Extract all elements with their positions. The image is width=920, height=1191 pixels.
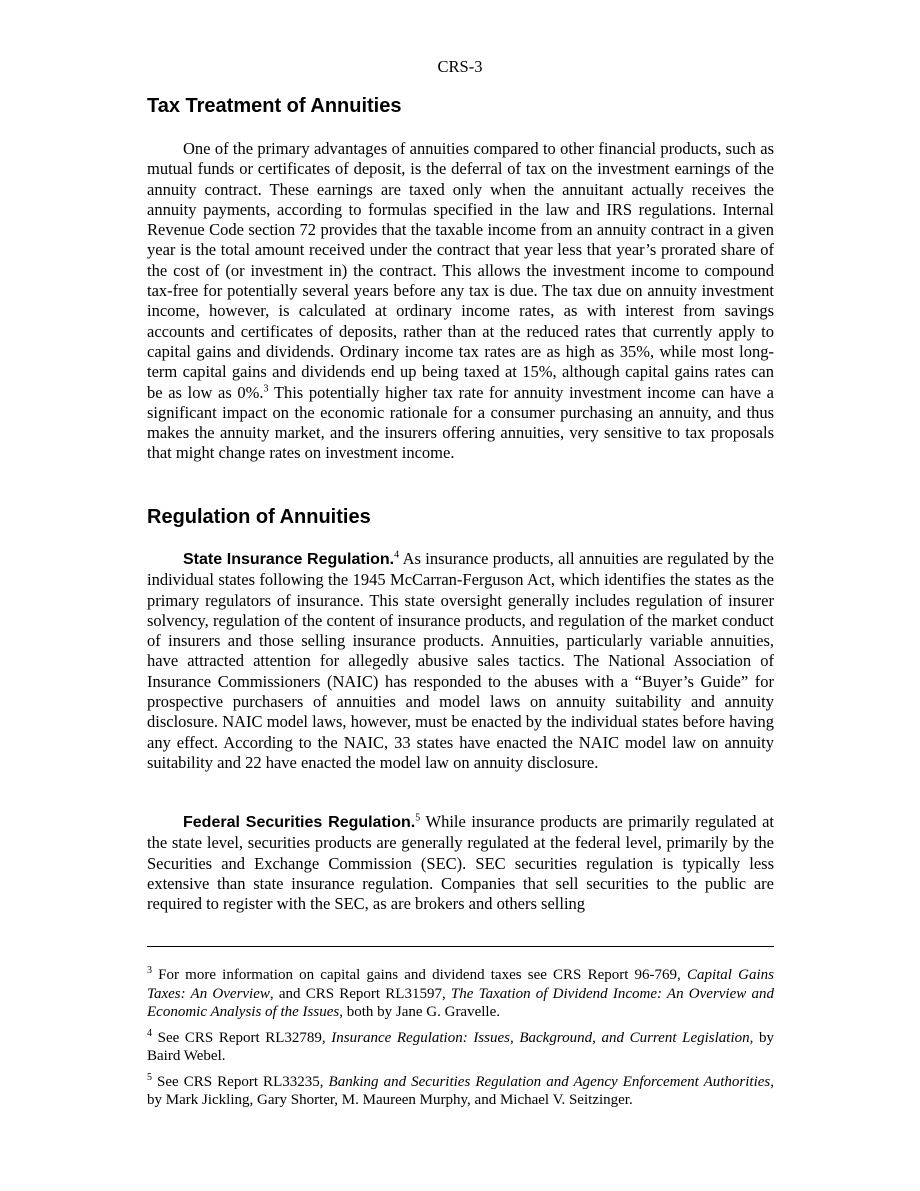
footnotes: [147, 966, 774, 1117]
footnote-ref-3[interactable]: 3: [263, 383, 269, 395]
paragraph-text-continued: This potentially higher tax rate for annuity investment income can have a significant impact on the economic rationale for a consumer purchasing an annuity, and thus makes the annuity market, and the insurers offering annuities, very sensitive to tax proposals that might change rates on investment income.: [147, 382, 774, 463]
footnote-5: [147, 1073, 774, 1110]
footnote-citation-title: Capital Gains Taxes: An Overview: [147, 967, 774, 1002]
state-regulation-paragraph: [147, 549, 774, 773]
footnote-text: , by Mark Jickling, Gary Shorter, M. Maureen Murphy, and Michael V. Seitzinger.: [147, 1073, 774, 1108]
footnote-citation-title: The Taxation of Dividend Income: An Overview and Economic Analysis of the Issues: [147, 985, 774, 1020]
page-number: CRS-3: [437, 57, 483, 76]
footnote-number: 5: [147, 1071, 152, 1083]
paragraph-text: One of the primary advantages of annuities compared to other financial products, such as mutual funds or certificates of deposit, is the deferral of tax on the investment earnings of the annuity contract. These earnings are taxed only when the annuitant actually receives the annuity payments, according to formulas specified in the law and IRS regulations. Internal Revenue Code section 72 provides that the taxable income from an annuity contract in a given year is the total amount received under the contract that year less that year’s prorated share of the cost of (or investment in) the contract. This allows the investment income to compound tax-free for potentially several years before any tax is due. The tax due on annuity investment income, however, is calculated at ordinary income rates, as with interest from savings accounts and certificates of deposits, rather than at the reduced rates that currently apply to capital gains and dividends. Ordinary income tax rates are as high as 35%, while most long-term capital gains and dividends end up being taxed at 15%, although capital gains rates can be as low as 0%.: [147, 139, 774, 402]
footnote-text: , and CRS Report RL31597,: [269, 985, 451, 1002]
federal-regulation-paragraph: [147, 812, 774, 914]
footnote-4: [147, 1029, 774, 1066]
footnote-citation-title: Insurance Regulation: Issues, Background, and Current Legislation: [331, 1029, 750, 1046]
section-heading-regulation: Regulation of Annuities: [147, 506, 371, 528]
footnote-divider: [147, 946, 774, 947]
paragraph-text: As insurance products, all annuities are regulated by the individual states following the 1945 McCarran-Ferguson Act, which identifies the states as the primary regulators of insurance. This state oversight generally includes regulation of insurer solvency, regulation of the content of insurance products, and regulation of the market conduct of insurers and those selling insurance products. Annuities, particularly variable annuities, have attracted attention for allegedly abusive sales tactics. The National Association of Insurance Commissioners (NAIC) has responded to the abuses with a “Buyer’s Guide” for prospective purchasers of annuities and model laws on annuity suitability and annuity disclosure. NAIC model laws, however, must be enacted by the individual states before having any effect. According to the NAIC, 33 states have enacted the NAIC model law on annuity suitability and 22 have enacted the model law on annuity disclosure.: [147, 549, 774, 772]
footnote-text: See CRS Report RL32789,: [152, 1029, 332, 1046]
subheading-state-insurance-regulation: State Insurance Regulation.: [183, 551, 395, 568]
paragraph-text: While insurance products are primarily regulated at the state level, securities products are generally regulated at the federal level, primarily by the Securities and Exchange Commission (SEC). SEC securities regulation is typically less extensive than state insurance regulation. Companies that sell securities to the public are required to register with the SEC, as are brokers and others selling: [147, 812, 774, 914]
footnote-text: , by Baird Webel.: [147, 1029, 774, 1064]
subheading-federal-securities-regulation: Federal Securities Regulation.: [183, 814, 416, 831]
footnote-citation-title: Banking and Securities Regulation and Agency Enforcement Authorities: [328, 1073, 771, 1090]
footnote-number: 4: [147, 1027, 152, 1039]
footnote-ref-5[interactable]: 5: [415, 812, 421, 824]
tax-treatment-paragraph: [147, 139, 774, 464]
footnote-ref-4[interactable]: 4: [394, 549, 400, 561]
footnote-text: See CRS Report RL33235,: [152, 1073, 329, 1090]
footnote-text: , both by Jane G. Gravelle.: [339, 1004, 500, 1020]
footnote-text: For more information on capital gains and dividend taxes see CRS Report 96-769,: [152, 967, 687, 983]
footnote-number: 3: [147, 965, 152, 976]
section-heading-tax-treatment: Tax Treatment of Annuities: [147, 95, 402, 117]
footnote-3: [147, 966, 774, 1022]
